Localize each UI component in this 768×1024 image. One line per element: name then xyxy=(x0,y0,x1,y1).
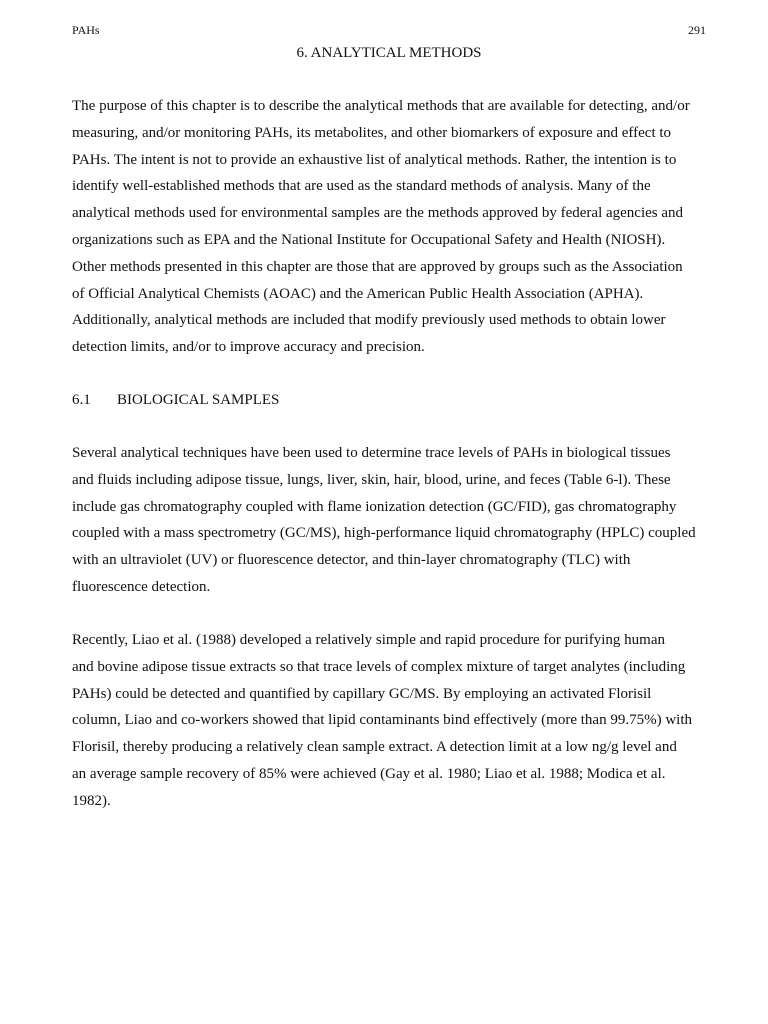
text-line: Recently, Liao et al. (1988) developed a relatively simple and rapid procedure for purifying human xyxy=(72,632,665,648)
text-line: and fluids including adipose tissue, lungs, liver, skin, hair, blood, urine, and feces (Table 6-l). These xyxy=(72,471,671,488)
running-title: PAHs xyxy=(72,23,100,37)
text-line: identify well-established methods that are used as the standard methods of analysis. Many of the xyxy=(72,178,651,195)
text-line: Florisil, thereby producing a relatively clean sample extract. A detection limit at a low ng/g level and xyxy=(72,739,677,756)
text-line: coupled with a mass spectrometry (GC/MS), high-performance liquid chromatography (HPLC) coupled xyxy=(72,525,696,542)
biological-samples-paragraph-1 xyxy=(72,440,712,601)
text-line: detection limits, and/or to improve accuracy and precision. xyxy=(72,339,425,356)
text-line: of Official Analytical Chemists (AOAC) and the American Public Health Association (APHA). xyxy=(72,285,644,302)
section-heading-6-1 xyxy=(72,390,279,410)
text-line: and bovine adipose tissue extracts so that trace levels of complex mixture of target analytes (including xyxy=(72,658,686,675)
text-line: fluorescence detection. xyxy=(72,578,211,595)
text-line: PAHs. The intent is not to provide an exhaustive list of analytical methods. Rather, the intention is to xyxy=(72,151,677,168)
biological-samples-paragraph-2 xyxy=(72,627,712,815)
text-line: Additionally, analytical methods are included that modify previously used methods to obtain lower xyxy=(72,312,666,329)
text-line: include gas chromatography coupled with flame ionization detection (GC/FID), gas chromatography xyxy=(72,498,677,515)
text-line: Other methods presented in this chapter are those that are approved by groups such as the Association xyxy=(72,258,683,275)
text-line: analytical methods used for environmental samples are the methods approved by federal agencies and xyxy=(72,205,684,222)
text-line: an average sample recovery of 85% were achieved (Gay et al. 1980; Liao et al. 1988; Modica et al. xyxy=(72,765,666,782)
text-line: organizations such as EPA and the National Institute for Occupational Safety and Health (NIOSH). xyxy=(72,231,666,248)
text-line: measuring, and/or monitoring PAHs, its metabolites, and other biomarkers of exposure and effect to xyxy=(72,124,672,141)
text-line: Several analytical techniques have been used to determine trace levels of PAHs in biological tissues xyxy=(72,445,671,461)
intro-paragraph xyxy=(72,93,712,361)
text-line: with an ultraviolet (UV) or fluorescence detector, and thin-layer chromatography (TLC) with xyxy=(72,552,631,569)
text-line: 1982). xyxy=(72,792,111,809)
section-title: BIOLOGICAL SAMPLES xyxy=(117,392,280,408)
text-line: PAHs) could be detected and quantified by capillary GC/MS. By employing an activated Florisil xyxy=(72,685,652,702)
text-line: column, Liao and co-workers showed that lipid contaminants bind effectively (more than 99.75%) with xyxy=(72,712,692,729)
section-number: 6.1 xyxy=(72,392,91,408)
running-header xyxy=(72,22,706,38)
chapter-title: 6. ANALYTICAL METHODS xyxy=(296,45,482,61)
page-number: 291 xyxy=(688,23,706,37)
text-line: The purpose of this chapter is to describe the analytical methods that are available for detecting, and/or xyxy=(72,98,690,114)
